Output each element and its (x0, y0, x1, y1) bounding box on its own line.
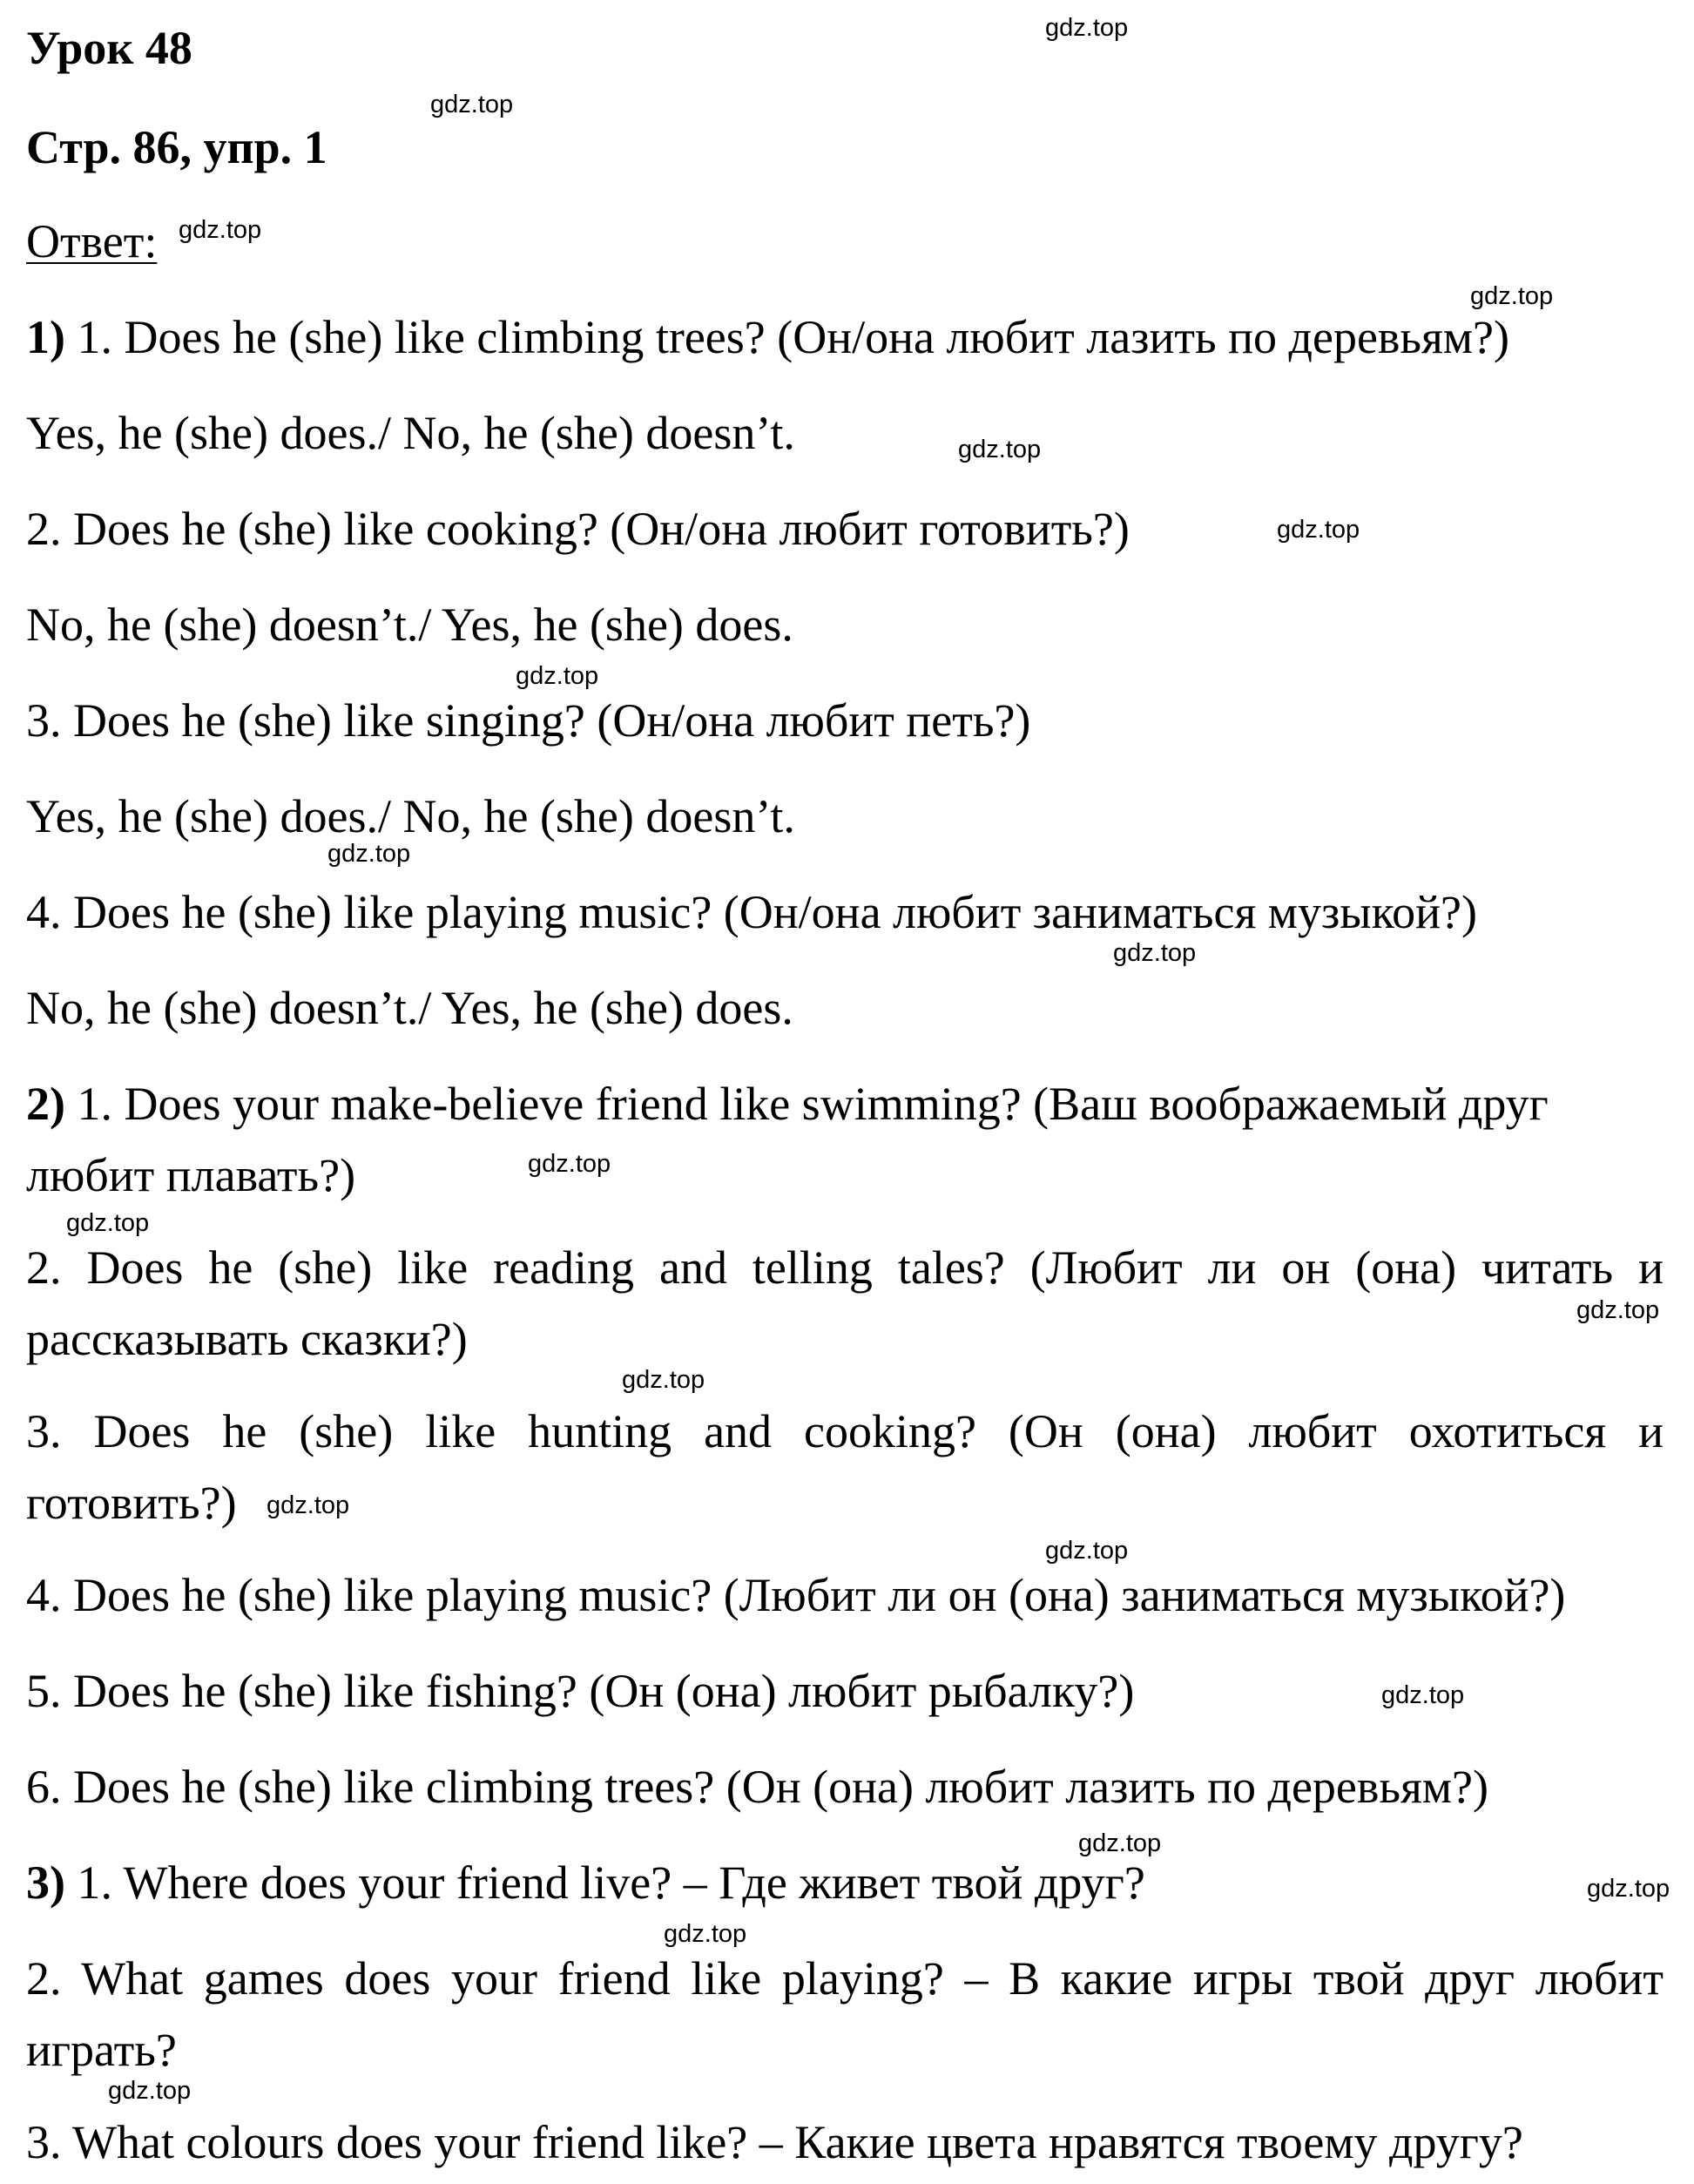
section2-q3-line1: 3. Does he (she) like hunting and cooking? (Он (она) любит охотиться и (26, 1405, 1664, 1457)
watermark: gdz.top (267, 1491, 350, 1519)
answer-label: Ответ: (26, 215, 158, 267)
section2-q3-line2: готовить?) (26, 1477, 237, 1529)
section2-q2-line2: рассказывать сказки?) (26, 1313, 468, 1365)
section1-q4: 4. Does he (she) like playing music? (Он/она любит заниматься музыкой?) (26, 886, 1477, 938)
section1-q1 (26, 311, 1510, 363)
watermark: gdz.top (327, 840, 411, 868)
watermark: gdz.top (622, 1366, 705, 1394)
watermark: gdz.top (516, 662, 599, 690)
lesson-title: Урок 48 (26, 22, 192, 74)
section2-q6: 6. Does he (she) like climbing trees? (Он (она) любит лазить по деревьям?) (26, 1761, 1488, 1813)
watermark: gdz.top (664, 1920, 747, 1948)
section2-q1-text: 1. Does your make-believe friend like swimming? (Ваш воображаемый друг (77, 1078, 1549, 1130)
section2-q5: 5. Does he (she) like fishing? (Он (она) любит рыбалку?) (26, 1665, 1135, 1717)
section2-q2-line1: 2. Does he (she) like reading and telling tales? (Любит ли он (она) читать и (26, 1241, 1664, 1294)
watermark: gdz.top (1045, 1537, 1129, 1565)
section2-q4: 4. Does he (she) like playing music? (Любит ли он (она) заниматься музыкой?) (26, 1569, 1566, 1621)
watermark: gdz.top (1078, 1829, 1162, 1857)
section2-q1-line1 (26, 1078, 1549, 1130)
watermark: gdz.top (1576, 1296, 1660, 1324)
section3-q2-line1: 2. What games does your friend like playing? – В какие игры твой друг любит (26, 1952, 1664, 2005)
section1-marker: 1) (26, 311, 65, 363)
section2-q1-line2: любит плавать?) (26, 1149, 356, 1201)
exercise-title: Стр. 86, упр. 1 (26, 121, 327, 173)
watermark: gdz.top (1113, 939, 1197, 967)
watermark: gdz.top (528, 1150, 611, 1178)
watermark: gdz.top (430, 91, 514, 118)
watermark: gdz.top (1381, 1681, 1465, 1709)
section3-q1 (26, 1856, 1145, 1909)
section1-a4: No, he (she) doesn’t./ Yes, he (she) does. (26, 982, 793, 1034)
watermark: gdz.top (66, 1209, 150, 1237)
watermark: gdz.top (1470, 282, 1554, 310)
section1-a2: No, he (she) doesn’t./ Yes, he (she) does. (26, 598, 793, 651)
section1-q1-text: 1. Does he (she) like climbing trees? (Он/она любит лазить по деревьям?) (77, 311, 1510, 363)
section3-marker: 3) (26, 1856, 65, 1909)
section3-q2-line2: играть? (26, 2024, 177, 2076)
section1-a3: Yes, he (she) does./ No, he (she) doesn’t. (26, 790, 795, 842)
watermark: gdz.top (1277, 516, 1360, 544)
section3-q1-text: 1. Where does your friend live? – Где живет твой друг? (77, 1856, 1145, 1909)
section1-a1: Yes, he (she) does./ No, he (she) doesn’t. (26, 407, 795, 459)
section3-q3: 3. What colours does your friend like? – Какие цвета нравятся твоему другу? (26, 2116, 1523, 2168)
watermark: gdz.top (1045, 14, 1129, 42)
section2-marker: 2) (26, 1078, 65, 1130)
watermark: gdz.top (1587, 1875, 1670, 1903)
watermark: gdz.top (958, 436, 1042, 463)
section1-q3: 3. Does he (she) like singing? (Он/она любит петь?) (26, 694, 1031, 747)
watermark: gdz.top (108, 2077, 192, 2105)
watermark: gdz.top (179, 216, 262, 244)
section1-q2: 2. Does he (she) like cooking? (Он/она любит готовить?) (26, 503, 1130, 555)
